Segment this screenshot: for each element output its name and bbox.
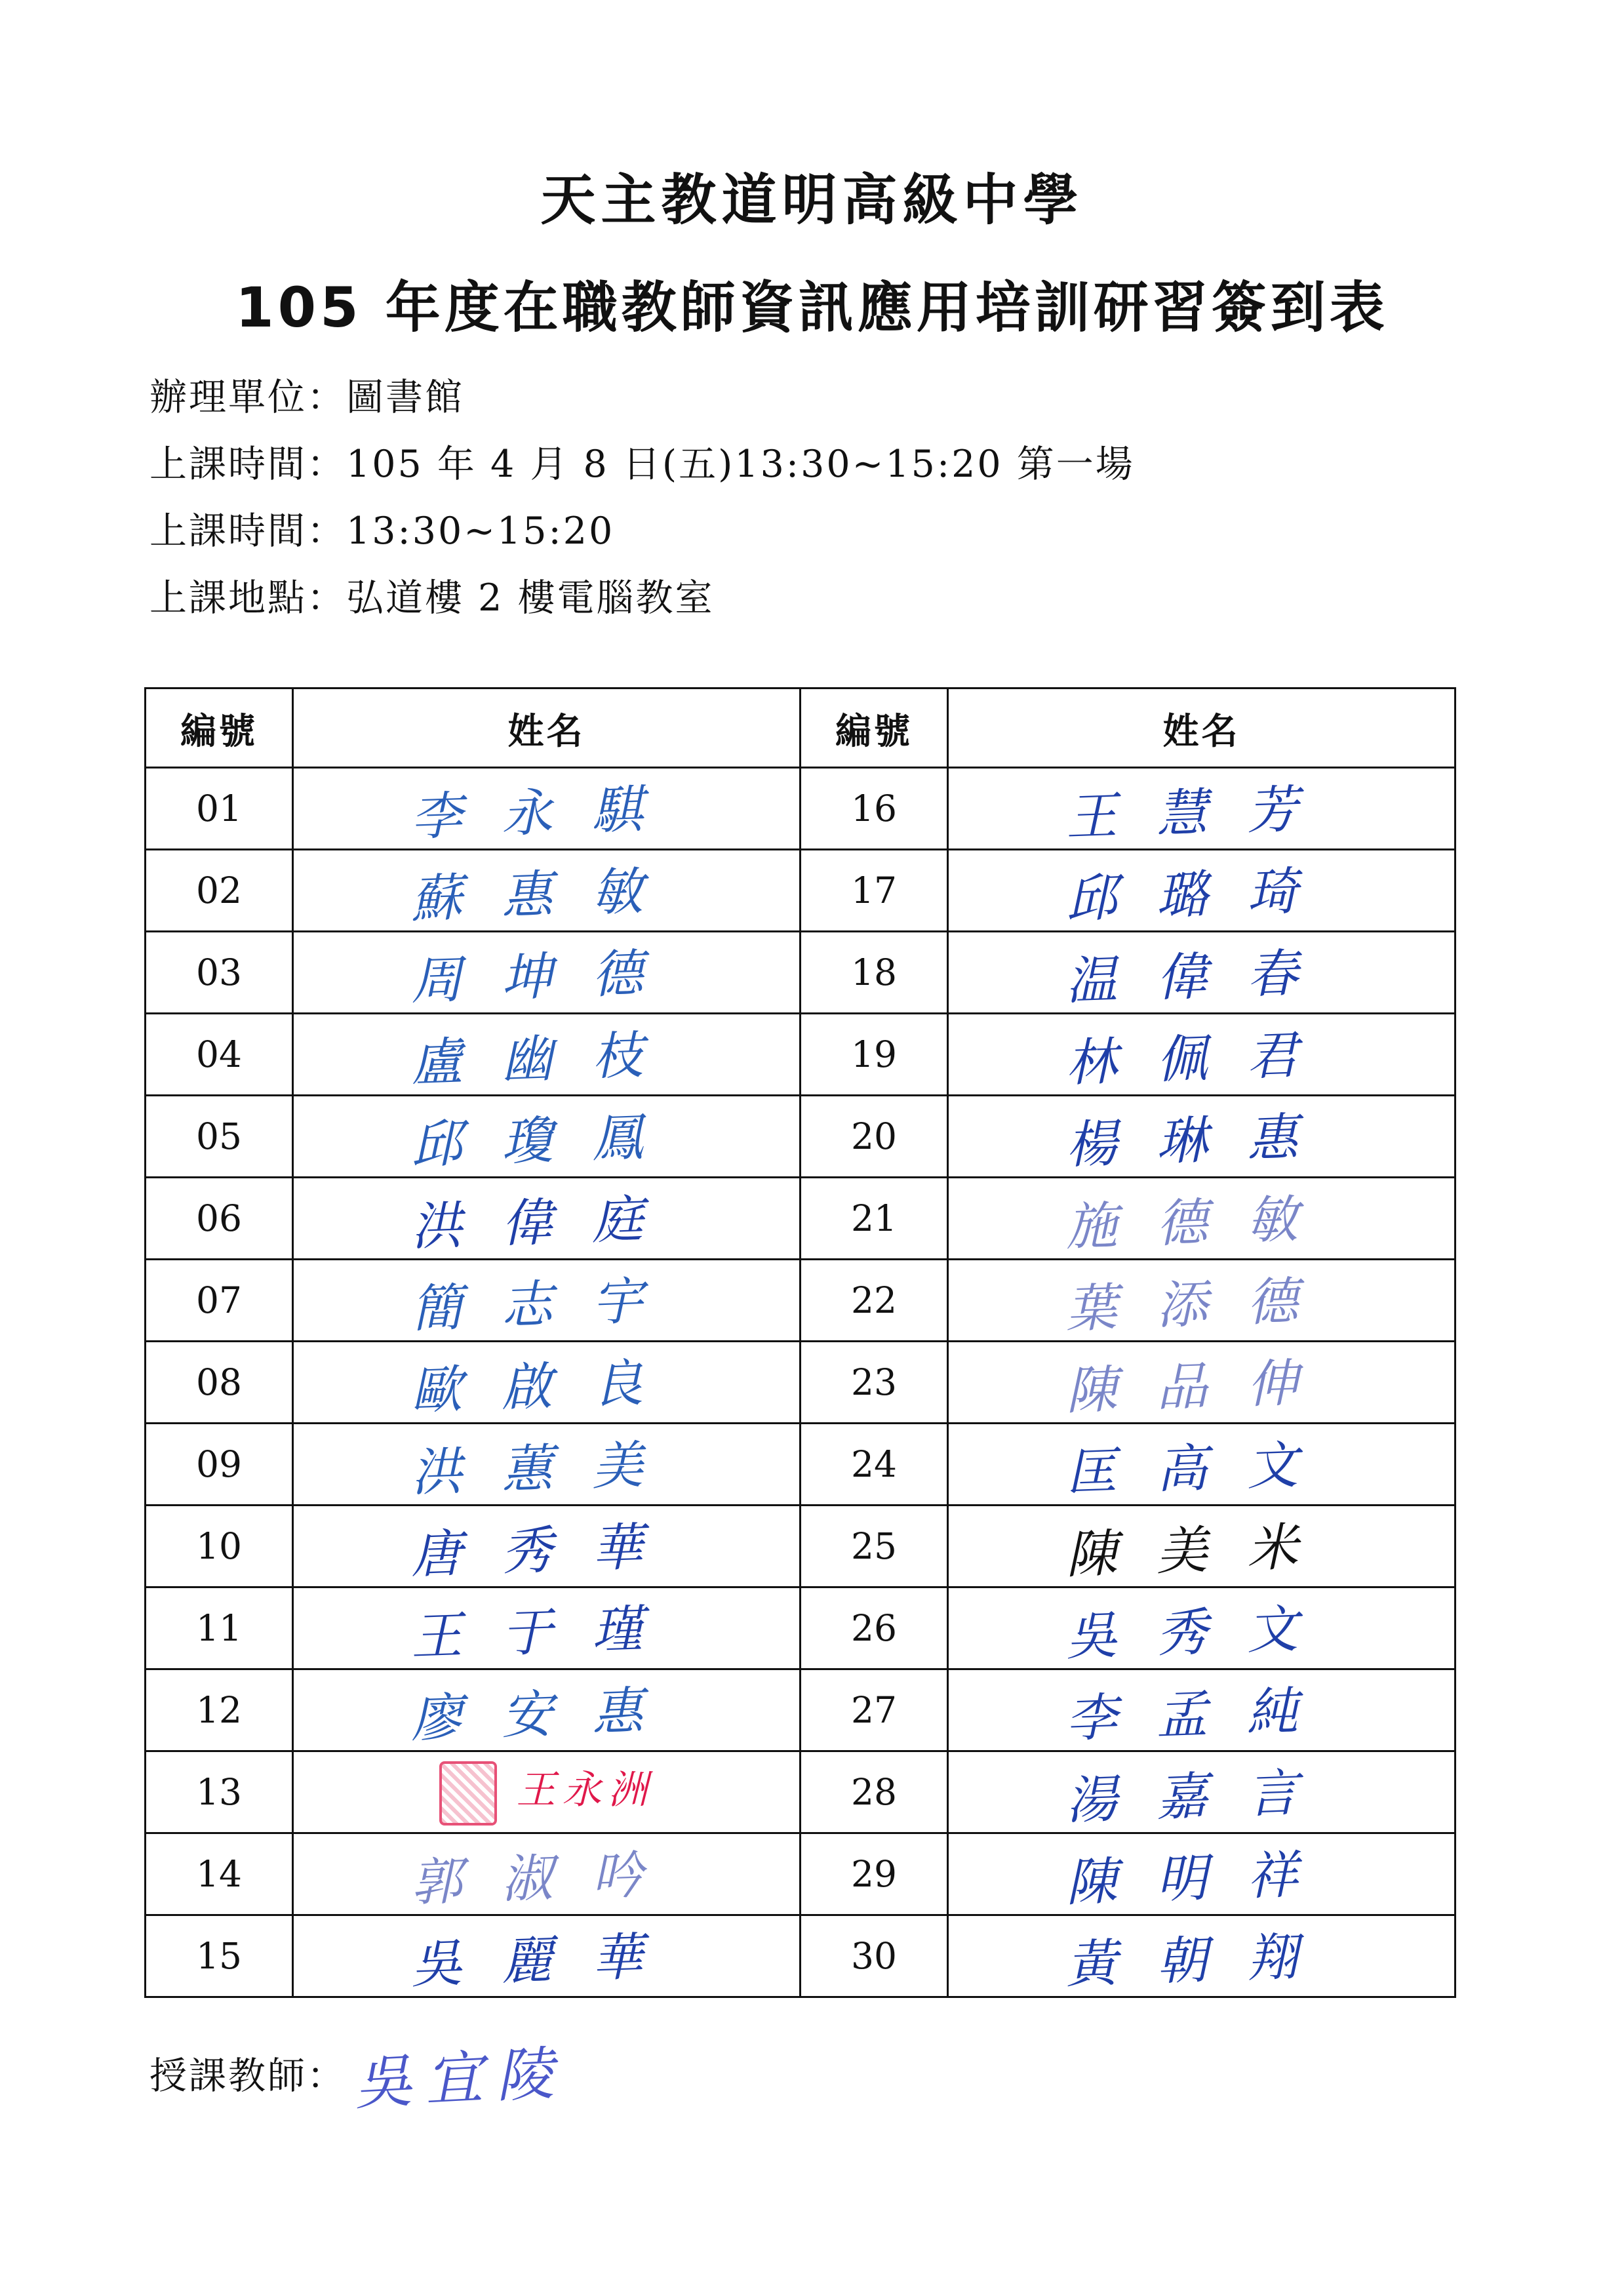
- row-number: 13: [146, 1751, 293, 1833]
- signature-cell: [293, 1260, 801, 1342]
- signature-cell: [293, 1751, 801, 1833]
- school-name: 天主教道明高級中學: [540, 168, 1084, 232]
- header-name: 姓名: [948, 688, 1456, 768]
- info-label: 辦理單位 ：: [149, 376, 346, 419]
- signature: 簡志宇: [410, 1270, 684, 1340]
- signature: 葉添德: [1065, 1270, 1339, 1340]
- signature-cell: [293, 1669, 801, 1751]
- info-label: 上課地點 ：: [149, 576, 346, 620]
- signature-cell: [948, 1424, 1456, 1506]
- signature: 陳美米: [1065, 1516, 1339, 1586]
- row-number: 15: [146, 1915, 293, 1997]
- row-number: 04: [146, 1014, 293, 1096]
- row-number: 20: [801, 1096, 948, 1178]
- header-name: 姓名: [293, 688, 801, 768]
- signature: 黃朝翔: [1065, 1926, 1339, 1995]
- row-number: 26: [801, 1587, 948, 1669]
- signature-cell: [293, 1915, 801, 1997]
- signature-cell: [948, 1833, 1456, 1915]
- signature: 李孟純: [1065, 1680, 1339, 1749]
- signature: 邱璐琦: [1065, 860, 1339, 930]
- signature-cell: [293, 932, 801, 1014]
- header-number: 編號: [801, 688, 948, 768]
- table-row: [146, 1342, 1456, 1424]
- signature: 湯嘉言: [1065, 1762, 1339, 1831]
- header-number: 編號: [146, 688, 293, 768]
- signature-cell: [948, 1915, 1456, 1997]
- row-number: 09: [146, 1424, 293, 1506]
- signature-cell: [948, 768, 1456, 850]
- row-number: 07: [146, 1260, 293, 1342]
- signature: 施德敏: [1065, 1188, 1339, 1258]
- table-row: [146, 932, 1456, 1014]
- row-number: 24: [801, 1424, 948, 1506]
- table-row: [146, 1424, 1456, 1506]
- signature-cell: [948, 1178, 1456, 1260]
- signature: 蘇惠敏: [410, 860, 684, 930]
- seal-stamp-icon: [439, 1761, 497, 1826]
- row-number: 02: [146, 850, 293, 932]
- signature: 郭淑吟: [410, 1844, 684, 1913]
- row-number: 18: [801, 932, 948, 1014]
- signature: 廖安惠: [410, 1680, 684, 1749]
- table-row: [146, 1178, 1456, 1260]
- signature: 洪蕙美: [410, 1434, 684, 1504]
- signature: 温偉春: [1065, 942, 1339, 1012]
- signature-cell: [293, 1096, 801, 1178]
- table-row: [146, 768, 1456, 850]
- table-row: [146, 1669, 1456, 1751]
- signature-cell: [293, 1424, 801, 1506]
- row-number: 14: [146, 1833, 293, 1915]
- signature: 吳秀文: [1065, 1598, 1339, 1667]
- signature: 邱瓊鳳: [410, 1106, 684, 1176]
- table-row: [146, 1751, 1456, 1833]
- row-number: 30: [801, 1915, 948, 1997]
- table-row: [146, 1260, 1456, 1342]
- info-organizer: [149, 367, 464, 421]
- row-number: 21: [801, 1178, 948, 1260]
- signature-cell: [948, 1342, 1456, 1424]
- table-row: [146, 1587, 1456, 1669]
- form-title: 105 年度在職教師資訊應用培訓研習簽到表: [235, 275, 1389, 340]
- signature-cell: [948, 932, 1456, 1014]
- info-label: 上課時間 ：: [149, 509, 346, 553]
- signature: 匡高文: [1065, 1434, 1339, 1504]
- row-number: 28: [801, 1751, 948, 1833]
- info-value: 圖書館: [346, 376, 464, 419]
- info-value: 105 年 4 月 8 日(五)13:30~15:20 第一場: [346, 443, 1135, 486]
- info-value: 弘道樓 2 樓電腦教室: [346, 576, 715, 620]
- table-row: [146, 850, 1456, 932]
- signature: 林佩君: [1065, 1024, 1339, 1094]
- row-number: 03: [146, 932, 293, 1014]
- signature: 陳品伸: [1065, 1352, 1339, 1422]
- row-number: 27: [801, 1669, 948, 1751]
- teacher-label: 授課教師：: [149, 2054, 346, 2098]
- signature-cell: [948, 1587, 1456, 1669]
- row-number: 29: [801, 1833, 948, 1915]
- signature: 周坤德: [410, 942, 684, 1012]
- table-row: [146, 1833, 1456, 1915]
- signature: 陳明祥: [1065, 1844, 1339, 1913]
- table-row: [146, 1506, 1456, 1587]
- table-row: [146, 1014, 1456, 1096]
- stamp-signature: [439, 1759, 654, 1825]
- row-number: 22: [801, 1260, 948, 1342]
- teacher-signature: 吳宜陵: [352, 2039, 568, 2118]
- signature-cell: [948, 1014, 1456, 1096]
- table-row: [146, 1915, 1456, 1997]
- signature: 吳麗華: [410, 1926, 684, 1995]
- row-number: 05: [146, 1096, 293, 1178]
- signature-cell: [293, 1833, 801, 1915]
- signature-cell: [948, 1096, 1456, 1178]
- row-number: 23: [801, 1342, 948, 1424]
- row-number: 12: [146, 1669, 293, 1751]
- row-number: 19: [801, 1014, 948, 1096]
- sign-in-table: [144, 687, 1456, 1998]
- teacher-label-text: 授課教師: [149, 2054, 307, 2098]
- row-number: 08: [146, 1342, 293, 1424]
- info-label: 上課時間 ：: [149, 443, 346, 486]
- signature: 王于瑾: [410, 1598, 684, 1667]
- signature-cell: [293, 850, 801, 932]
- signature-cell: [948, 1506, 1456, 1587]
- info-class-time: [149, 434, 1135, 488]
- signature-cell: [293, 1178, 801, 1260]
- signature-cell: [948, 1751, 1456, 1833]
- signature: 李永騏: [410, 778, 684, 848]
- stamp-text: 王永洲: [516, 1767, 654, 1814]
- signature-cell: [293, 1506, 801, 1587]
- table-row: [146, 1096, 1456, 1178]
- row-number: 01: [146, 768, 293, 850]
- signature: 洪偉庭: [410, 1188, 684, 1258]
- info-location: [149, 568, 715, 622]
- row-number: 10: [146, 1506, 293, 1587]
- info-value: 13:30~15:20: [346, 509, 615, 553]
- signature: 歐啟良: [410, 1352, 684, 1422]
- signature: 唐秀華: [410, 1516, 684, 1586]
- row-number: 17: [801, 850, 948, 932]
- row-number: 16: [801, 768, 948, 850]
- signature-cell: [293, 1342, 801, 1424]
- info-class-time-2: [149, 501, 614, 555]
- row-number: 25: [801, 1506, 948, 1587]
- signature-cell: [293, 1014, 801, 1096]
- table-header-row: [146, 688, 1456, 768]
- row-number: 11: [146, 1587, 293, 1669]
- signature-cell: [948, 1260, 1456, 1342]
- signature-cell: [948, 1669, 1456, 1751]
- signature: 王慧芳: [1065, 778, 1339, 848]
- row-number: 06: [146, 1178, 293, 1260]
- signature-cell: [948, 850, 1456, 932]
- signature-cell: [293, 768, 801, 850]
- signature: 楊琳惠: [1065, 1106, 1339, 1176]
- signature-cell: [293, 1587, 801, 1669]
- signature: 盧幽枝: [410, 1024, 684, 1094]
